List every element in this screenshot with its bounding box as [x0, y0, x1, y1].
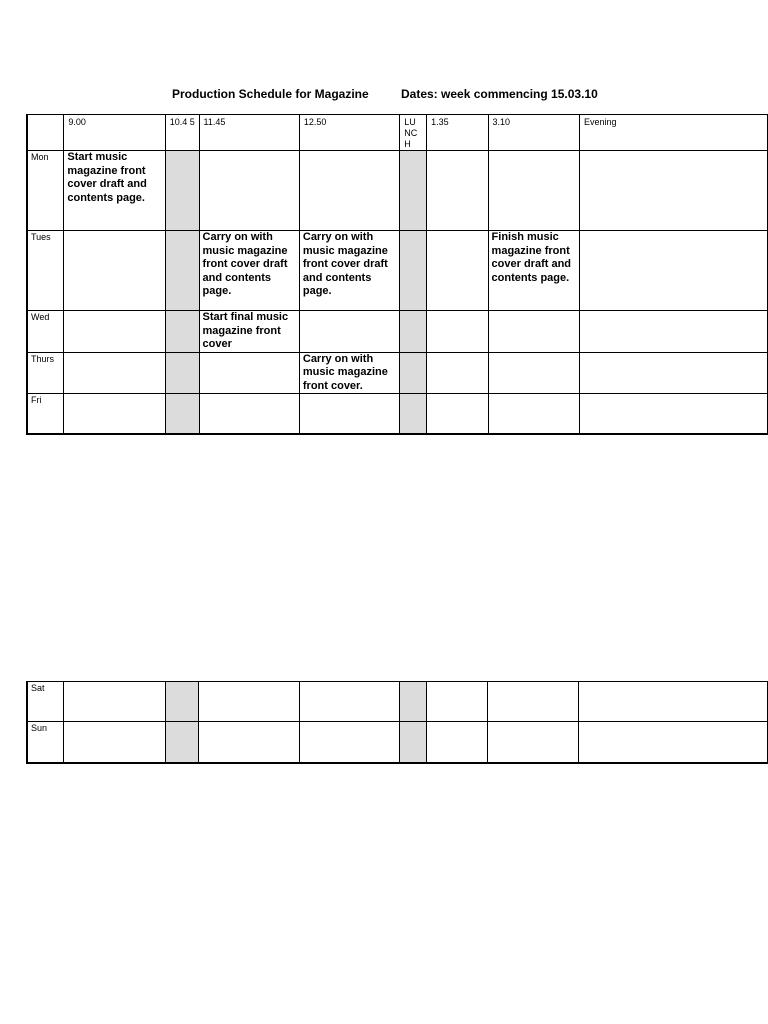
task-cell [488, 151, 579, 231]
lunch-cell [399, 722, 426, 763]
day-cell: Thurs [27, 352, 64, 394]
task-cell [427, 231, 488, 311]
task-cell [64, 394, 165, 434]
task-cell [488, 352, 579, 394]
task-cell: Carry on with music magazine front cover draft and contents page. [299, 231, 399, 311]
task-cell [299, 151, 399, 231]
weekend-schedule-table [26, 681, 768, 764]
day-cell: Sat [27, 682, 64, 722]
task-cell [199, 151, 299, 231]
header-cell-evening: Evening [580, 115, 768, 151]
task-cell [64, 682, 165, 722]
task-cell [64, 311, 165, 353]
schedule-dates: Dates: week commencing 15.03.10 [401, 87, 598, 101]
table-row [27, 394, 768, 434]
task-cell [580, 311, 768, 353]
task-cell [427, 311, 488, 353]
table-row [27, 151, 768, 231]
header-cell-time: 1.35 [427, 115, 488, 151]
table-row [27, 722, 768, 763]
task-cell [580, 352, 768, 394]
task-cell [426, 682, 488, 722]
header-cell-corner [27, 115, 64, 151]
task-cell [299, 682, 399, 722]
task-cell [488, 394, 579, 434]
weekday-schedule-table [26, 114, 768, 435]
day-cell: Mon [27, 151, 64, 231]
task-cell [64, 722, 165, 763]
task-cell [199, 352, 299, 394]
task-cell: Carry on with music magazine front cover draft and contents page. [199, 231, 299, 311]
task-cell [427, 394, 488, 434]
task-cell [427, 352, 488, 394]
header-cell-time: 9.00 [64, 115, 165, 151]
task-cell [580, 231, 768, 311]
task-cell [199, 394, 299, 434]
task-cell [488, 682, 579, 722]
task-cell: Finish music magazine front cover draft and contents page. [488, 231, 579, 311]
task-cell [579, 682, 768, 722]
lunch-cell [400, 231, 427, 311]
task-cell [299, 394, 399, 434]
table-row [27, 352, 768, 394]
break-cell [165, 231, 199, 311]
lunch-cell [400, 394, 427, 434]
task-cell [299, 722, 399, 763]
task-cell [579, 722, 768, 763]
break-cell [165, 311, 199, 353]
break-cell [165, 394, 199, 434]
break-cell [165, 151, 199, 231]
task-cell [64, 352, 165, 394]
lunch-cell [399, 682, 426, 722]
task-cell: Carry on with music magazine front cover. [299, 352, 399, 394]
header-cell-time: 11.45 [199, 115, 299, 151]
break-cell [165, 682, 199, 722]
task-cell [488, 311, 579, 353]
task-cell [488, 722, 579, 763]
task-cell [64, 231, 165, 311]
header-cell-time: 12.50 [299, 115, 399, 151]
day-cell: Wed [27, 311, 64, 353]
task-cell [580, 151, 768, 231]
day-cell: Fri [27, 394, 64, 434]
task-cell [199, 722, 299, 763]
break-cell [165, 722, 199, 763]
table-row [27, 231, 768, 311]
break-cell [165, 352, 199, 394]
task-cell [199, 682, 299, 722]
lunch-cell [400, 352, 427, 394]
table-row [27, 682, 768, 722]
schedule-title: Production Schedule for Magazine [172, 87, 369, 101]
header-cell-time: 10.4 5 [165, 115, 199, 151]
task-cell [299, 311, 399, 353]
table-row [27, 311, 768, 353]
task-cell [580, 394, 768, 434]
task-cell: Start music magazine front cover draft and contents page. [64, 151, 165, 231]
task-cell: Start final music magazine front cover [199, 311, 299, 353]
header-row [27, 115, 768, 151]
header-cell-lunch: LU NC H [400, 115, 427, 151]
task-cell [427, 151, 488, 231]
lunch-cell [400, 151, 427, 231]
day-cell: Sun [27, 722, 64, 763]
day-cell: Tues [27, 231, 64, 311]
header-cell-time: 3.10 [488, 115, 579, 151]
lunch-cell [400, 311, 427, 353]
task-cell [426, 722, 488, 763]
